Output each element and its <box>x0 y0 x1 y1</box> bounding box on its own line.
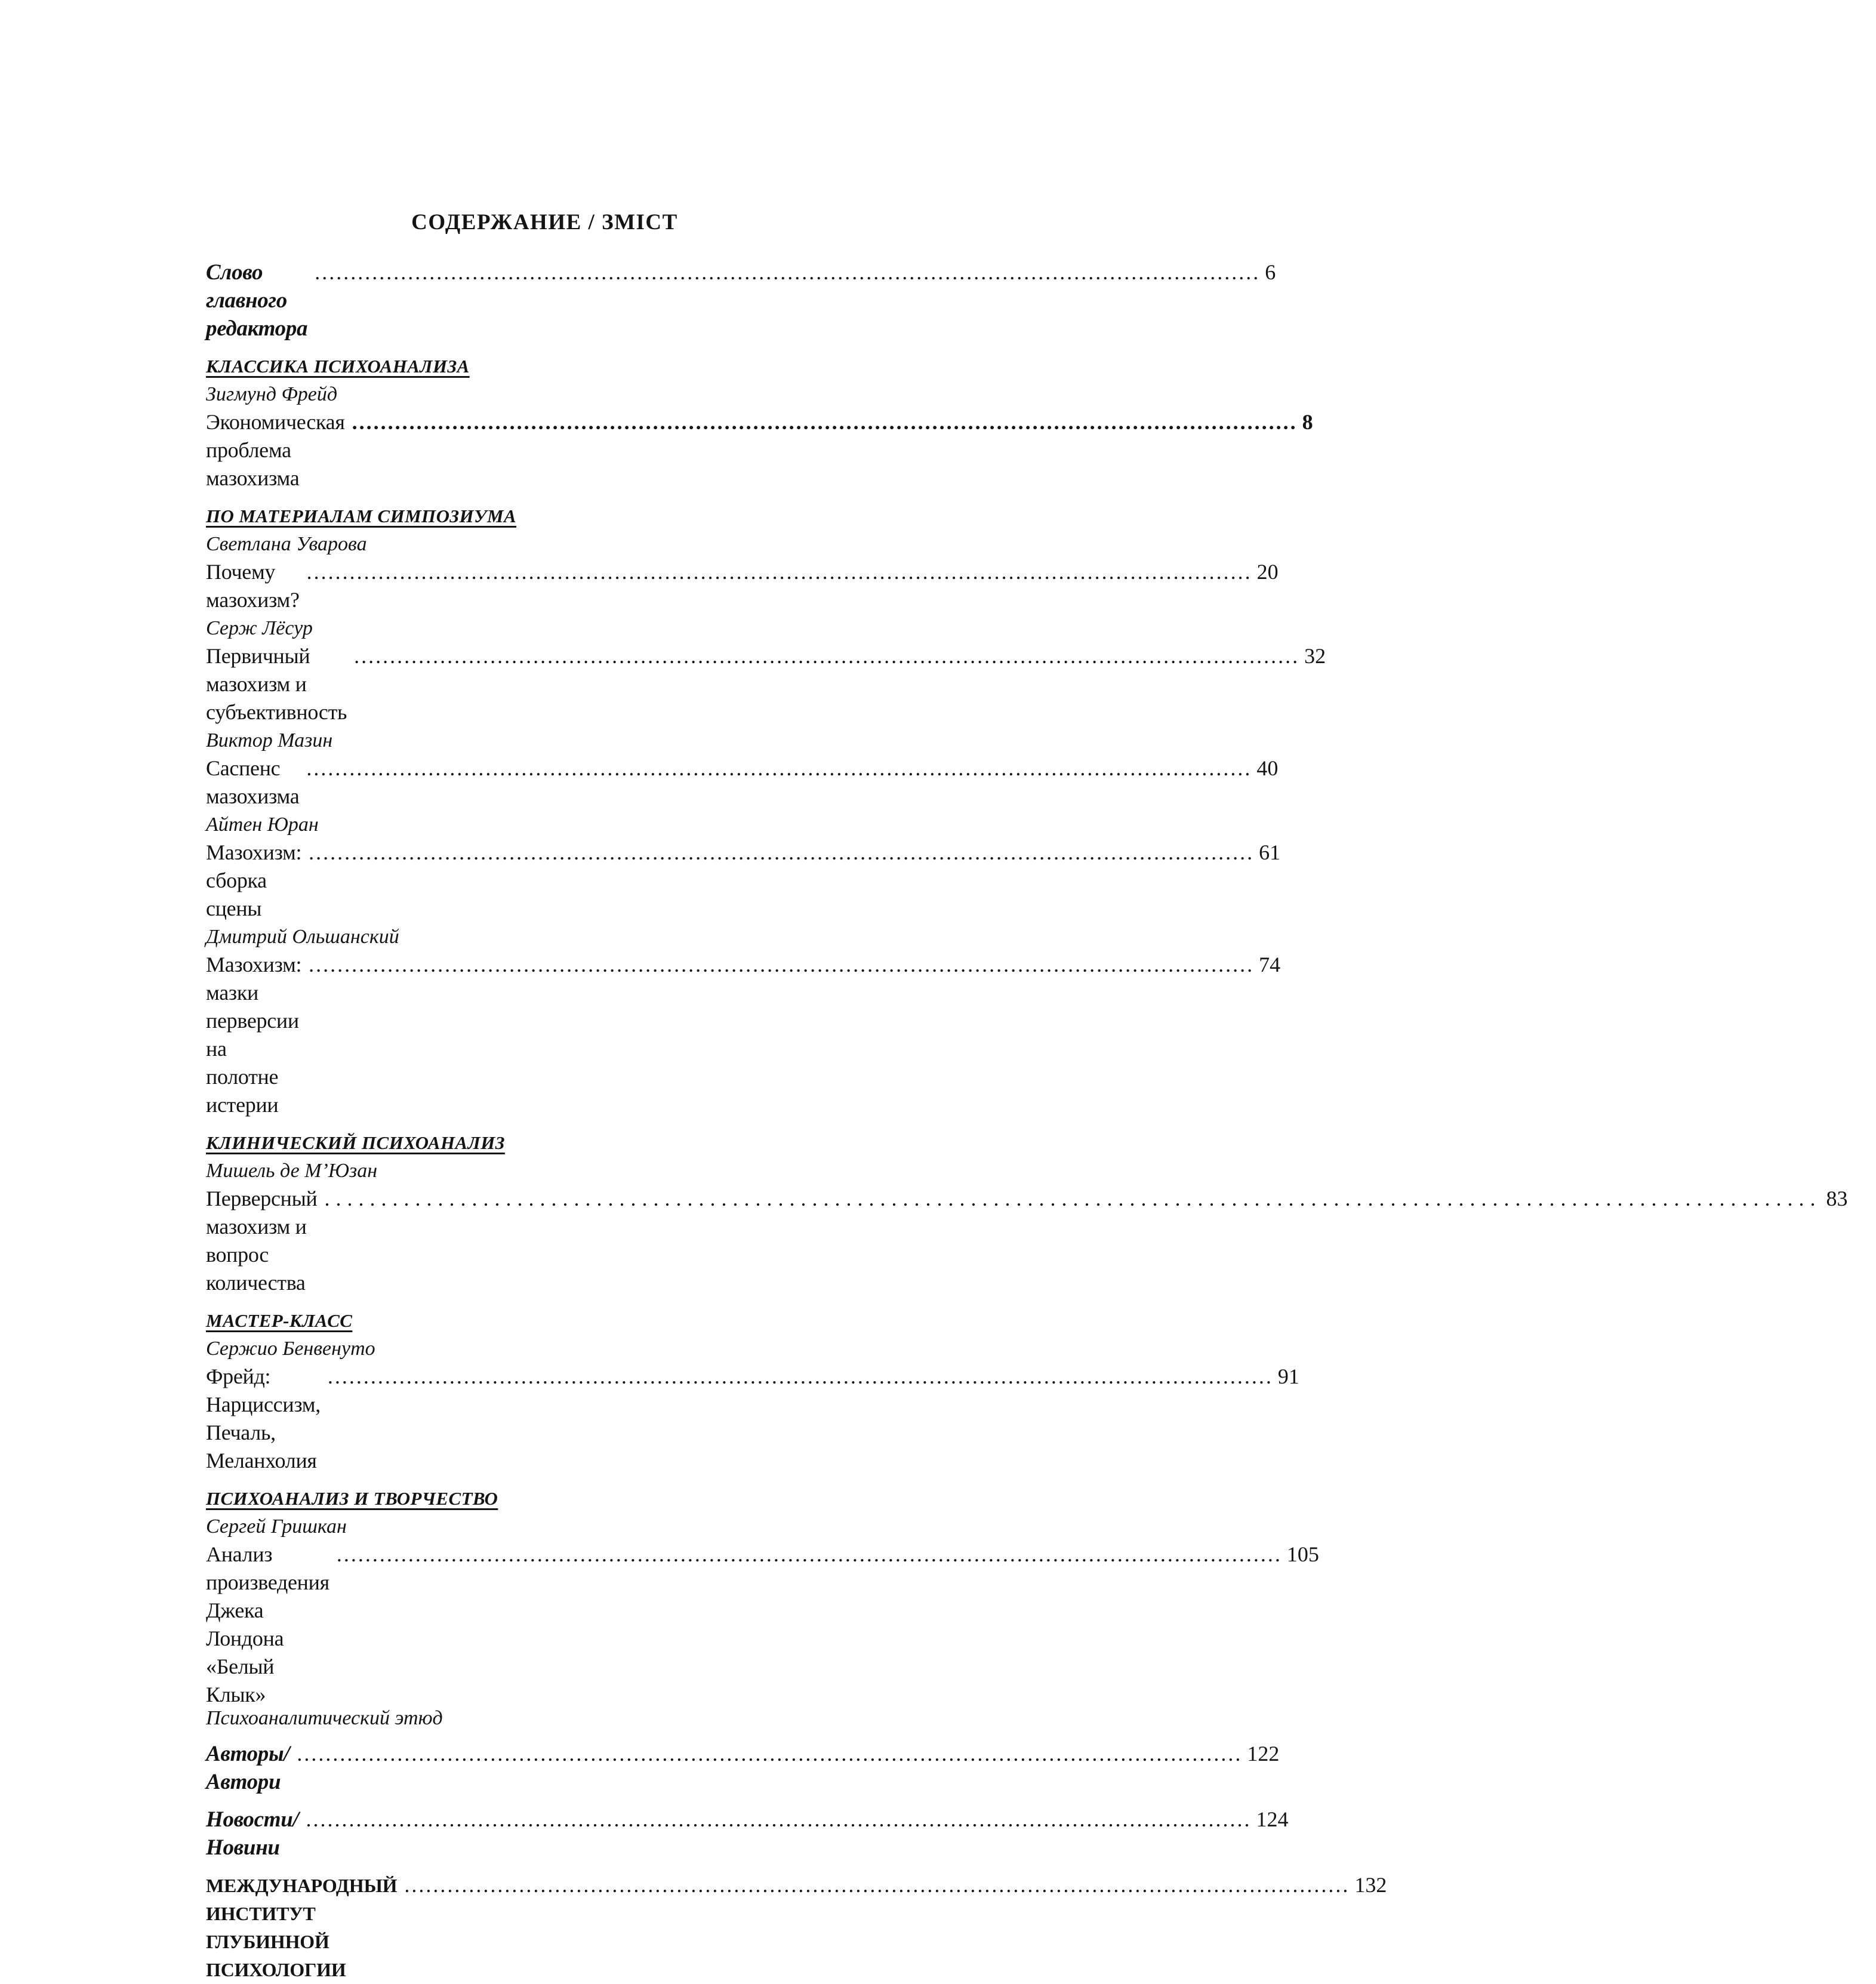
page-number: 8 <box>1302 410 1313 434</box>
entry-title: МЕЖДУНАРОДНЫЙ ИНСТИТУТ ГЛУБИННОЙ ПСИХОЛОГИИ <box>206 1875 398 1980</box>
author-name: Мишель де М’Юзан <box>206 1160 378 1182</box>
toc-row-article <box>206 839 1281 923</box>
entry-title: Мазохизм: сборка сцены <box>206 840 302 920</box>
toc-row-main <box>206 1806 1289 1862</box>
entry-title: Почему мазохизм? <box>206 560 300 612</box>
toc-row-subtitle <box>206 1706 883 1730</box>
entry-title: Саспенс мазохизма <box>206 756 300 808</box>
page-number: 91 <box>1277 1364 1299 1388</box>
entry-title: Первичный мазохизм и субъективность <box>206 644 347 724</box>
author-name: Серж Лёсур <box>206 617 313 639</box>
author-name: Дмитрий Ольшанский <box>206 926 399 948</box>
section-header: МАСТЕР-КЛАСС <box>206 1310 353 1331</box>
dot-leader <box>306 1806 1251 1834</box>
toc-row-article <box>206 1541 1319 1709</box>
page-number: 122 <box>1247 1742 1280 1766</box>
dot-leader <box>306 754 1252 782</box>
toc-row-author <box>206 811 883 839</box>
entry-title: Фрейд: Нарциссизм, Печаль, Меланхолия <box>206 1364 321 1472</box>
section-header: ПО МАТЕРИАЛАМ СИМПОЗИУМА <box>206 506 517 526</box>
dot-leader <box>337 1541 1282 1569</box>
dot-leader <box>324 1185 1821 1213</box>
dot-leader <box>307 558 1252 586</box>
toc-row-section <box>206 1484 883 1512</box>
page-title: СОДЕРЖАНИЕ / ЗМІСТ <box>411 210 678 235</box>
toc-row-author <box>206 380 883 408</box>
author-name: Зигмунд Фрейд <box>206 383 338 405</box>
toc-row-author <box>206 614 883 642</box>
toc-row-main <box>206 258 1276 343</box>
entry-title: Перверсный мазохизм и вопрос количества <box>206 1187 318 1295</box>
author-name: Светлана Уварова <box>206 533 367 555</box>
author-name: Айтен Юран <box>206 814 319 836</box>
author-name: Виктор Мазин <box>206 729 333 751</box>
toc-row-article <box>206 558 1279 614</box>
dot-leader <box>404 1871 1350 1899</box>
page-number: 124 <box>1256 1807 1289 1831</box>
dot-leader <box>352 408 1298 436</box>
page-number: 74 <box>1259 953 1281 976</box>
dot-leader <box>297 1740 1242 1768</box>
author-name: Сержио Бенвенуто <box>206 1338 375 1360</box>
toc-row-section <box>206 1129 883 1157</box>
entry-title: Новости/Новини <box>206 1807 299 1860</box>
toc-row-author <box>206 1157 883 1185</box>
dot-leader <box>354 642 1299 670</box>
entry-title: Слово главного редактора <box>206 260 308 341</box>
entry-title: Психоаналитический этюд <box>206 1707 443 1729</box>
dot-leader <box>315 258 1260 286</box>
toc-list <box>206 258 1848 1984</box>
toc-row-section <box>206 1307 883 1335</box>
entry-title: Анализ произведения Джека Лондона «Белый Клык» <box>206 1542 329 1706</box>
toc-row-author <box>206 1335 883 1363</box>
page-number: 83 <box>1826 1187 1848 1210</box>
page-number: 20 <box>1256 560 1279 584</box>
author-name: Сергей Гришкан <box>206 1515 347 1538</box>
dot-leader <box>309 951 1254 979</box>
toc-row-section <box>206 502 883 530</box>
toc-row-article <box>206 754 1279 811</box>
page-number: 61 <box>1259 840 1281 864</box>
page-number: 40 <box>1256 756 1279 780</box>
toc-row-author <box>206 923 883 951</box>
page-number: 105 <box>1286 1542 1319 1566</box>
toc-row-article <box>206 642 1326 726</box>
section-header: ПСИХОАНАЛИЗ И ТВОРЧЕСТВО <box>206 1488 498 1509</box>
toc-row-main <box>206 1740 1280 1796</box>
entry-title: Экономическая проблема мазохизма <box>206 410 345 490</box>
toc-row-article <box>206 1363 1299 1475</box>
toc-row-article <box>206 951 1281 1119</box>
toc-row-article <box>206 408 1313 492</box>
entry-title: Авторы/Автори <box>206 1742 290 1794</box>
dot-leader <box>328 1363 1273 1391</box>
page-number: 32 <box>1304 644 1326 668</box>
section-header: КЛИНИЧЕСКИЙ ПСИХОАНАЛИЗ <box>206 1132 505 1153</box>
page-number: 6 <box>1265 260 1276 284</box>
toc-row-author <box>206 1512 883 1541</box>
toc-row-institute <box>206 1871 1387 1984</box>
toc-row-section <box>206 352 883 380</box>
dot-leader <box>309 839 1254 867</box>
section-header: КЛАССИКА ПСИХОАНАЛИЗА <box>206 356 470 377</box>
entry-title: Мазохизм: мазки перверсии на полотне истерии <box>206 953 302 1117</box>
page-number: 132 <box>1354 1873 1387 1897</box>
toc-row-article <box>206 1185 1848 1297</box>
toc-row-author <box>206 726 883 754</box>
toc-row-author <box>206 530 883 558</box>
